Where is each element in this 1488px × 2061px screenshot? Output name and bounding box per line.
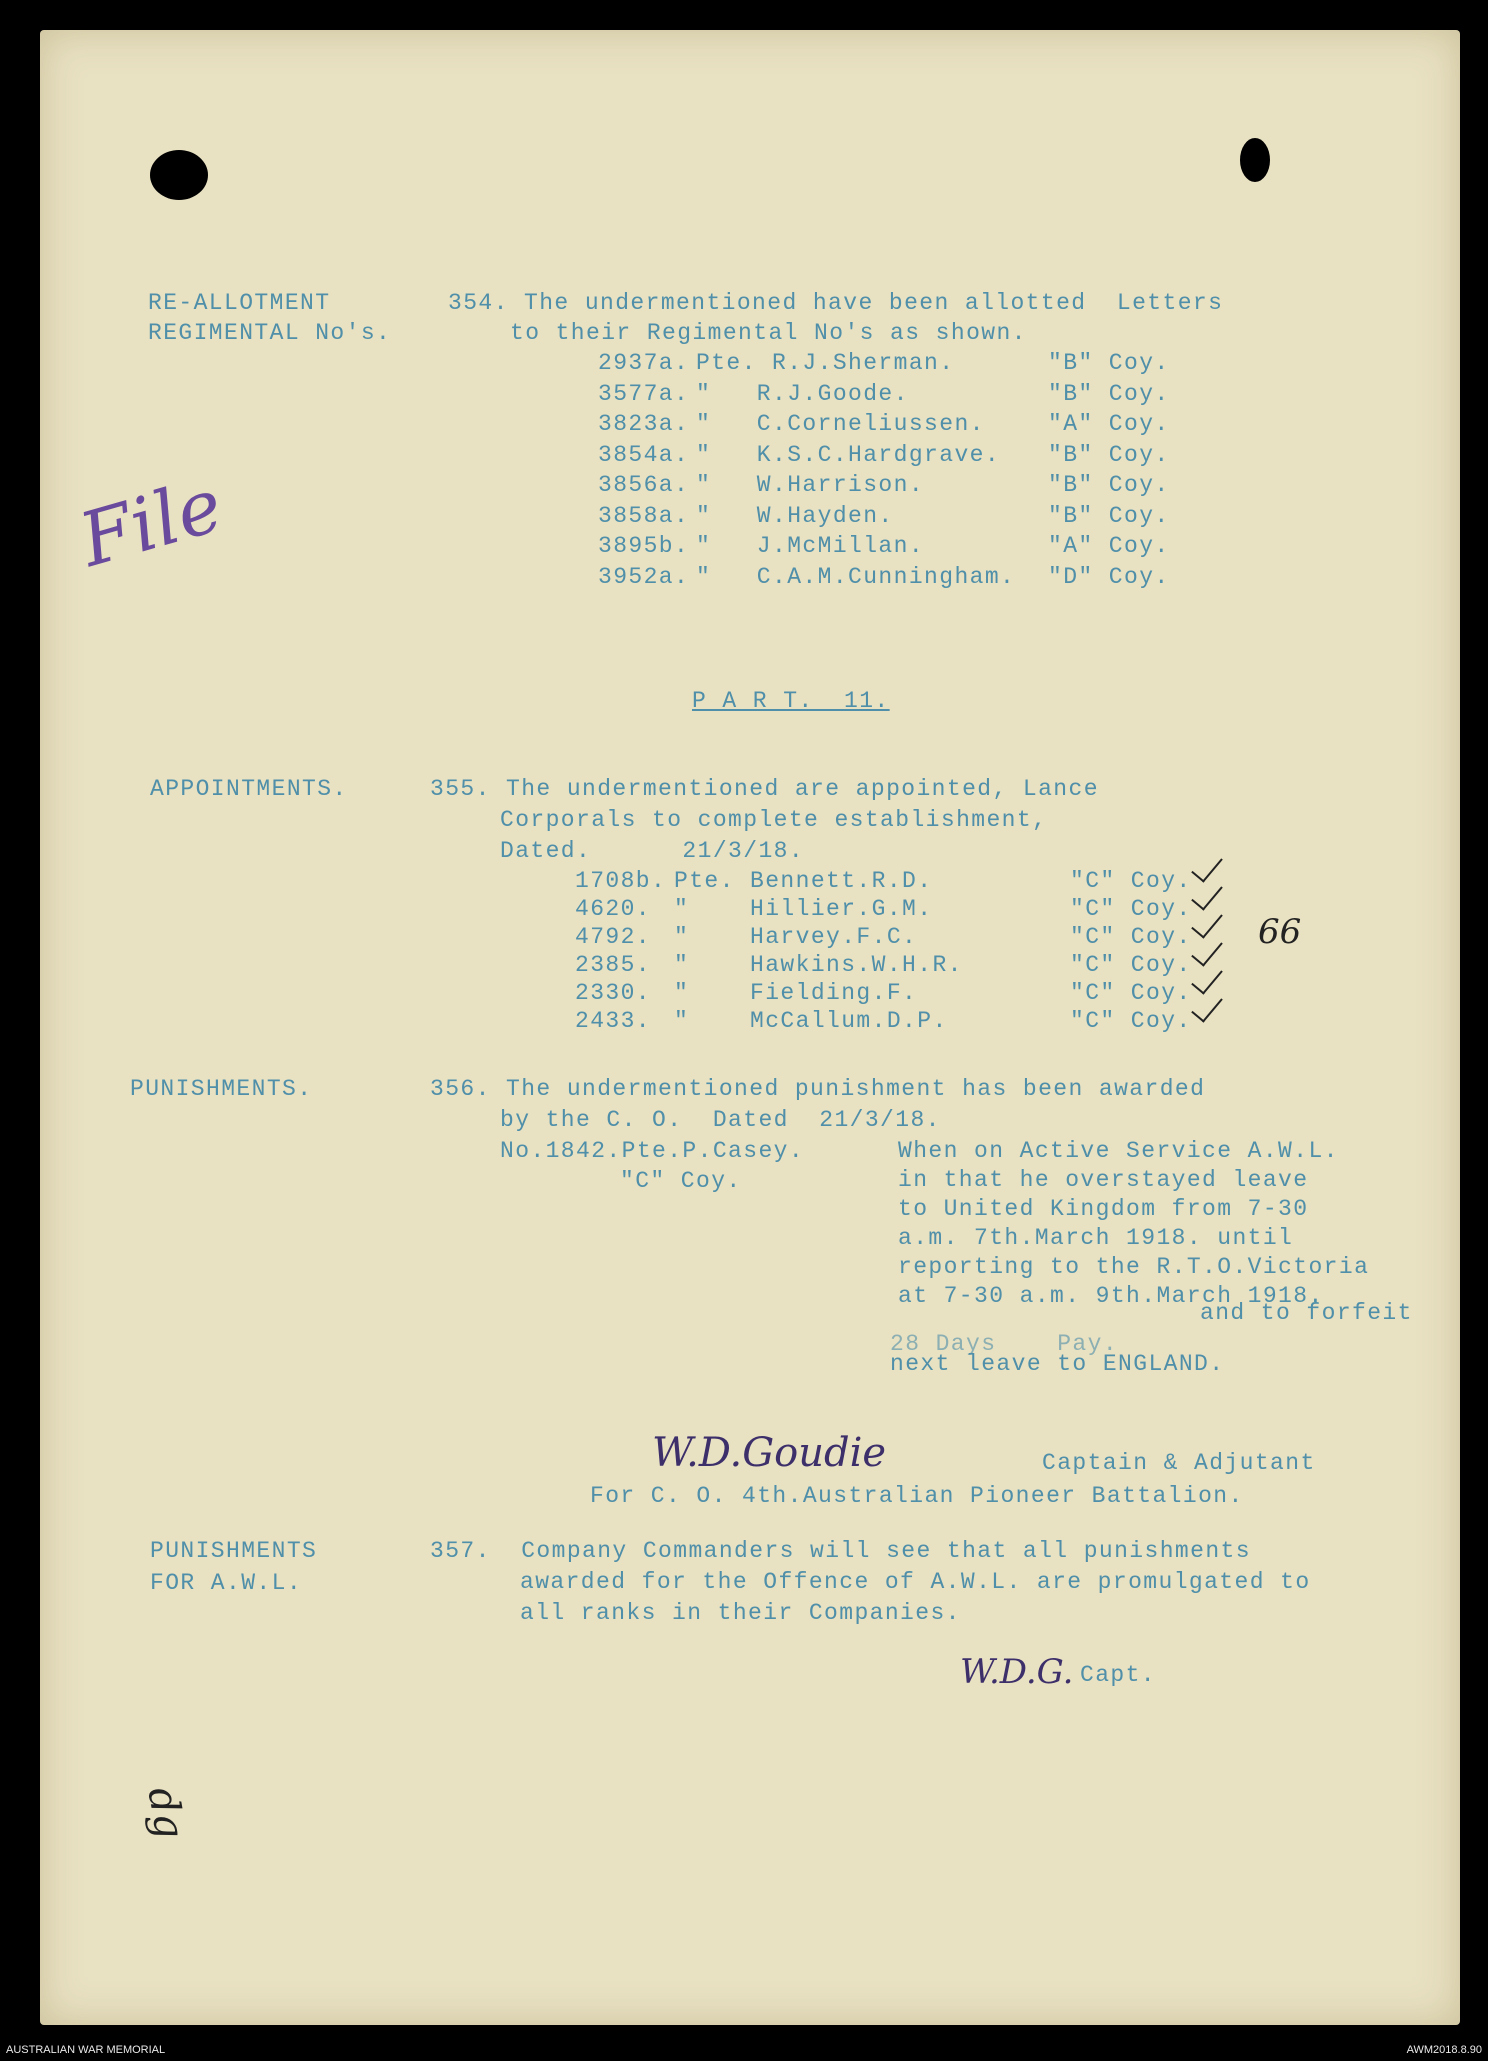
reallotment-row-name: Pte. R.J.Sherman. [696,350,955,376]
s357-line-2: awarded for the Offence of A.W.L. are promulgated to [520,1569,1311,1595]
reallotment-row-number: 3858a. [598,502,690,529]
reallotment-row-number: 3952a. [598,563,690,590]
punch-hole-right [1240,138,1270,182]
forfeit-line-3: next leave to ENGLAND. [890,1351,1225,1377]
appointment-row-number: 2385. [575,952,652,978]
appointment-row-name: " Hillier.G.M. [674,896,933,922]
appointment-row-number: 4792. [575,924,652,950]
s355-line-2: Corporals to complete establishment, [500,807,1048,833]
reallotment-row-number: 3823a. [598,411,690,437]
signatory-title: Captain & Adjutant [1042,1450,1316,1476]
reallotment-row-company: "D" Coy. [1048,563,1170,590]
reallotment-row-company: "B" Coy. [1048,441,1170,468]
check-mark [1191,905,1223,938]
reallotment-row-name: " W.Harrison. [696,472,925,498]
s356-line-2: by the C. O. Dated 21/3/18. [500,1107,941,1133]
check-mark [1191,989,1223,1022]
offence-line: to United Kingdom from 7-30 [898,1196,1309,1222]
reallotment-row-name: " K.S.C.Hardgrave. [696,441,1001,468]
reallotment-row-company: "A" Coy. [1048,533,1170,559]
margin-heading-punishments: PUNISHMENTS. [130,1076,313,1102]
appointment-row-name: Pte. Bennett.R.D. [674,868,933,894]
forfeit-line-1: and to forfeit [1200,1300,1413,1326]
signature: W.D.Goudie [652,1430,887,1476]
footer-right-text: AWM2018.8.90 [1406,2044,1482,2056]
offence-line: in that he overstayed leave [898,1167,1309,1193]
initials: W.D.G. [960,1652,1074,1692]
appointment-row-number: 1708b. [575,868,667,894]
check-mark [1191,849,1223,882]
reallotment-row-company: "B" Coy. [1048,350,1170,376]
reallotment-row-company: "B" Coy. [1048,472,1170,498]
s354-line-1: 354. The undermentioned have been allotted Letters [448,290,1224,316]
appointment-row-company: "C" Coy. [1070,924,1192,950]
appointment-row-number: 2330. [575,980,652,1006]
soldier-name: No.1842.Pte.P.Casey. [500,1138,805,1164]
reallotment-row-company: "B" Coy. [1048,502,1170,529]
part-heading: P A R T. 11. [692,688,890,714]
s357-line-1: 357. Company Commanders will see that all punishments [430,1538,1251,1564]
reallotment-row-name: " W.Hayden. [696,502,894,529]
offence-line: at 7-30 a.m. 9th.March 1918. [898,1283,1324,1309]
appointment-row-number: 2433. [575,1008,652,1034]
s355-line-3: Dated. 21/3/18. [500,838,805,864]
reallotment-row-number: 2937a. [598,350,690,376]
soldier-company: "C" Coy. [620,1168,742,1194]
offence-line: When on Active Service A.W.L. [898,1138,1339,1164]
appointment-row-company: "C" Coy. [1070,868,1192,894]
appointment-row-name: " Hawkins.W.H.R. [674,952,963,978]
margin-heading-awl-2: FOR A.W.L. [150,1570,303,1596]
offence-line: reporting to the R.T.O.Victoria [898,1254,1370,1280]
appointment-row-name: " McCallum.D.P. [674,1008,948,1034]
offence-line: a.m. 7th.March 1918. until [898,1225,1294,1251]
handwritten-number: 66 [1258,912,1302,952]
margin-heading-appointments: APPOINTMENTS. [150,776,348,802]
appointment-row-company: "C" Coy. [1070,1008,1192,1034]
appointment-row-name: " Harvey.F.C. [674,924,918,950]
appointment-row-company: "C" Coy. [1070,980,1192,1006]
footer-bar [0,2040,1488,2061]
reallotment-row-company: "A" Coy. [1048,411,1170,437]
handwritten-corner-note: dg [138,1783,193,1843]
reallotment-row-name: " C.A.M.Cunningham. [696,563,1016,590]
appointment-row-company: "C" Coy. [1070,952,1192,978]
punch-hole-left [150,150,208,200]
appointment-row-company: "C" Coy. [1070,896,1192,922]
forfeit-line-2: 28 Days Pay. [890,1331,1119,1357]
s354-line-2: to their Regimental No's as shown. [510,320,1027,346]
appointment-row-number: 4620. [575,896,652,922]
check-mark [1191,961,1223,994]
initials-suffix: Capt. [1080,1662,1157,1688]
margin-heading-reallotment-2: REGIMENTAL No's. [148,320,392,346]
reallotment-row-name: " R.J.Goode. [696,380,909,407]
reallotment-row-number: 3577a. [598,380,690,407]
check-mark [1191,933,1223,966]
footer-left-text: AUSTRALIAN WAR MEMORIAL [6,2044,166,2056]
reallotment-row-name: " J.McMillan. [696,533,925,559]
s357-line-3: all ranks in their Companies. [520,1600,961,1626]
check-mark [1191,877,1223,910]
s355-line-1: 355. The undermentioned are appointed, Lance [430,776,1099,802]
reallotment-row-number: 3854a. [598,441,690,468]
handwritten-file-note: File [70,462,232,584]
document-page [40,30,1460,2025]
margin-heading-reallotment-1: RE-ALLOTMENT [148,290,331,316]
reallotment-row-number: 3895b. [598,533,690,559]
reallotment-row-name: " C.Corneliussen. [696,411,985,437]
s356-line-1: 356. The undermentioned punishment has been awarded [430,1076,1206,1102]
appointment-row-name: " Fielding.F. [674,980,918,1006]
reallotment-row-number: 3856a. [598,472,690,498]
margin-heading-awl-1: PUNISHMENTS [150,1538,318,1564]
for-line: For C. O. 4th.Australian Pioneer Battalion. [590,1483,1244,1509]
reallotment-row-company: "B" Coy. [1048,380,1170,407]
